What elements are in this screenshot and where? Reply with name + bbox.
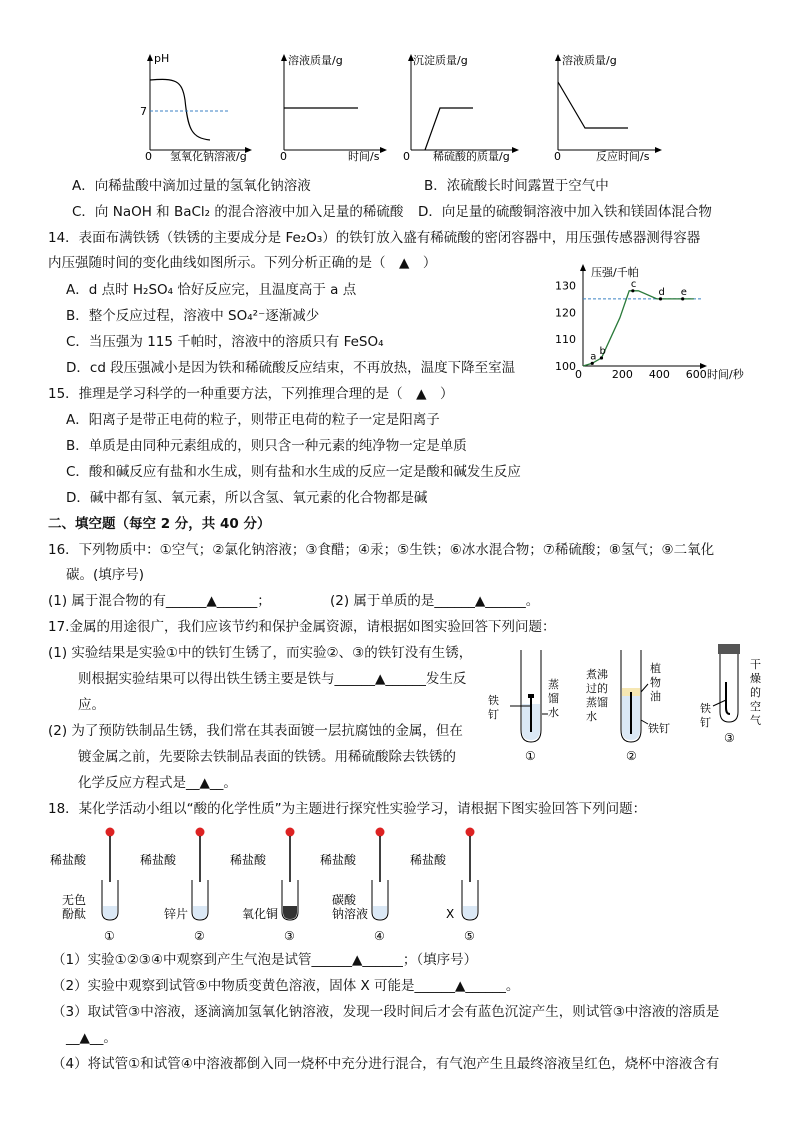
- q17-t3-air: 干: [750, 658, 761, 671]
- q14-option-a: A．d 点时 H₂SO₄ 恰好反应完，且温度高于 a 点: [66, 282, 357, 298]
- q13-option-b: B．浓硫酸长时间露置于空气中: [424, 178, 609, 194]
- q18-part-2: （2）实验中观察到试管⑤中物质变黄色溶液，固体 X 可能是______▲______。: [52, 978, 520, 994]
- q16-part-2: (2) 属于单质的是______▲______。: [330, 593, 540, 609]
- dropper-bulb: [466, 828, 475, 837]
- svg-text:空: 空: [750, 700, 761, 713]
- q15-option-b: B．单质是由同种元素组成的，则只含一种元素的纯净物一定是单质: [66, 438, 467, 454]
- q17-t3-num: ③: [724, 731, 735, 745]
- q18-acid-label: 稀盐酸: [50, 853, 87, 867]
- q14-pressure-chart: [553, 262, 763, 382]
- q18-content-label: X: [446, 907, 455, 921]
- q18-stem: 18．某化学活动小组以“酸的化学性质”为主题进行探究性实验学习，请根据下图实验回答下列问题：: [48, 801, 647, 817]
- svg-text:油: 油: [650, 690, 661, 703]
- tube-liquid: [373, 906, 387, 919]
- q18-tube-2: [140, 828, 208, 944]
- q14-stem-2: 内压强随时间的变化曲线如图所示。下列分析正确的是（ ▲ ）: [48, 255, 437, 271]
- graph-d-ylabel: 溶液质量/g: [562, 54, 617, 67]
- q15-stem: 15．推理是学习科学的一种重要方法，下列推理合理的是（ ▲ ）: [48, 386, 454, 402]
- q18-acid-label: 稀盐酸: [140, 853, 177, 867]
- q13-option-c: C．向 NaOH 和 BaCl₂ 的混合溶液中加入足量的稀硫酸: [72, 204, 404, 220]
- q18-part-1: （1）实验①②③④中观察到产生气泡是试管______▲______；（填序号）: [52, 952, 478, 968]
- q18-content-label: 锌片: [164, 907, 189, 921]
- q13-graph-d: [540, 50, 670, 165]
- q16-part-1: (1) 属于混合物的有______▲______；: [48, 593, 271, 609]
- dropper-bulb: [376, 828, 385, 837]
- q13-graph-a: [130, 50, 260, 165]
- q14-point-label: a: [590, 351, 597, 363]
- q14-ytick: 100: [555, 360, 576, 373]
- svg-text:的: 的: [750, 686, 761, 699]
- q14-xtick: 600: [685, 368, 707, 381]
- q13-graph-b: [268, 50, 398, 165]
- svg-text:物: 物: [650, 676, 661, 689]
- q16-stem-1: 16．下列物质中：①空气；②氯化钠溶液；③食醋；④汞；⑤生铁；⑥冰水混合物；⑦稀硫酸；⑧氢气；⑨二氧化: [48, 542, 715, 558]
- q17-part-1a: (1) 实验结果是实验①中的铁钉生锈了，而实验②、③的铁钉没有生锈，: [48, 645, 473, 661]
- q17-part-1c: 应。: [78, 697, 105, 713]
- svg-text:过的: 过的: [586, 682, 608, 695]
- graph-a-xlabel: 氢氧化钠溶液/g: [170, 150, 247, 163]
- graph-a-ylabel: pH: [154, 52, 170, 65]
- svg-text:水: 水: [548, 706, 559, 719]
- tube-liquid: [103, 906, 117, 919]
- q13-option-a: A．向稀盐酸中滴加过量的氢氧化钠溶液: [72, 178, 311, 194]
- q18-part-4: （4）将试管①和试管④中溶液都倒入同一烧杯中充分进行混合，有气泡产生且最终溶液呈红色，烧杯中溶液含有: [52, 1056, 720, 1072]
- q14-option-b: B．整个反应过程，溶液中 SO₄²⁻逐渐减少: [66, 308, 320, 324]
- q14-ytick: 110: [555, 333, 576, 347]
- q17-t2-oil: 植: [650, 662, 661, 675]
- q18-content-label-2: 酚酞: [62, 907, 87, 921]
- svg-text:蒸馏: 蒸馏: [586, 696, 608, 709]
- q14-xtick: 0: [575, 368, 582, 381]
- q14-ytick: 130: [555, 279, 576, 293]
- svg-text:气: 气: [750, 714, 761, 727]
- tube-liquid: [193, 906, 207, 919]
- q17-t1-num: ①: [525, 749, 536, 763]
- q13-option-d: D．向足量的硫酸铜溶液中加入铁和镁固体混合物: [418, 204, 712, 220]
- graph-b-origin: 0: [280, 150, 287, 163]
- q17-part-2b: 镀金属之前，先要除去铁制品表面的铁锈。用稀硫酸除去铁锈的: [78, 749, 456, 765]
- graph-c-ylabel: 沉淀质量/g: [413, 54, 468, 67]
- q16-stem-2: 碳。(填序号): [66, 567, 145, 583]
- q14-point-label: c: [630, 278, 637, 290]
- q17-stem: 17.金属的用途很广，我们应该节约和保护金属资源，请根据如图实验回答下列问题：: [48, 619, 556, 635]
- q14-chart-xlabel: 时间/秒: [707, 368, 744, 381]
- q18-tube-num: ①: [104, 929, 115, 943]
- q18-tube-num: ⑤: [464, 929, 475, 943]
- q14-option-d: D．cd 段压强减小是因为铁和稀硫酸反应结束，不再放热，温度下降至室温: [66, 360, 516, 376]
- q17-part-2c: 化学反应方程式是__▲__。: [78, 775, 237, 791]
- q15-option-a: A．阳离子是带正电荷的粒子，则带正电荷的粒子一定是阳离子: [66, 412, 440, 428]
- q15-option-d: D．碱中都有氢、氧元素，所以含氢、氧元素的化合物都是碱: [66, 490, 428, 506]
- q18-part-3b: __▲__。: [66, 1030, 117, 1046]
- q14-ytick: 120: [555, 306, 576, 320]
- q18-tube-num: ④: [374, 929, 385, 943]
- q15-option-c: C．酸和碱反应有盐和水生成，则有盐和水生成的反应一定是酸和碱发生反应: [66, 464, 521, 480]
- dropper-bulb: [196, 828, 205, 837]
- graph-a-ytick: 7: [140, 105, 147, 118]
- q17-tube-3: [713, 644, 740, 722]
- section-title: 二、填空题（每空 2 分，共 40 分）: [48, 516, 271, 532]
- q17-rust-experiment-figure: [488, 642, 778, 767]
- dropper-bulb: [106, 828, 115, 837]
- q17-tube-2: [621, 650, 648, 742]
- graph-b-xlabel: 时间/s: [348, 150, 380, 163]
- q18-acid-tubes-figure: [40, 822, 490, 947]
- q18-content-label: 碳酸: [332, 893, 357, 907]
- q13-graph-c: [395, 50, 530, 165]
- graph-d-xlabel: 反应时间/s: [596, 150, 650, 163]
- q18-tube-3: [230, 828, 298, 944]
- q14-xtick: 400: [648, 368, 670, 381]
- q14-stem-1: 14．表面布满铁锈（铁锈的主要成分是 Fe₂O₃）的铁钉放入盛有稀硫酸的密闭容器中，用压强传感器测得容器: [48, 230, 701, 246]
- q18-tube-num: ②: [194, 929, 205, 943]
- q14-chart-ylabel: 压强/千帕: [591, 266, 639, 279]
- q18-tube-4: [320, 828, 388, 944]
- q18-tube-5: [410, 828, 478, 944]
- q17-t1-nail: 铁: [488, 694, 499, 707]
- graph-d-origin: 0: [554, 150, 561, 163]
- graph-c-xlabel: 稀硫酸的质量/g: [433, 150, 510, 163]
- q18-acid-label: 稀盐酸: [230, 853, 267, 867]
- svg-text:燥: 燥: [750, 672, 761, 685]
- q17-part-2a: (2) 为了预防铁制品生锈，我们常在其表面镀一层抗腐蚀的金属，但在: [48, 723, 463, 739]
- tube-liquid: [463, 906, 477, 919]
- q18-acid-label: 稀盐酸: [410, 853, 447, 867]
- q14-point-label: d: [658, 286, 665, 298]
- q18-part-3a: （3）取试管③中溶液，逐滴滴加氢氧化钠溶液，发现一段时间后才会有蓝色沉淀产生，则试管③中溶液的溶质是: [52, 1004, 720, 1020]
- q14-point-label: b: [599, 345, 606, 357]
- graph-c-origin: 0: [403, 150, 410, 163]
- graph-b-ylabel: 溶液质量/g: [288, 54, 343, 67]
- dropper-bulb: [286, 828, 295, 837]
- q18-content-label-2: 钠溶液: [332, 907, 369, 921]
- q18-content-label: 氧化铜: [242, 907, 279, 921]
- graph-a-origin: 0: [145, 150, 152, 163]
- q17-t2-nail: 铁钉: [648, 722, 670, 735]
- q17-part-1b: 则根据实验结果可以得出铁生锈主要是铁与______▲______发生反: [78, 671, 467, 687]
- q14-xtick: 200: [611, 368, 633, 381]
- svg-text:馏: 馏: [548, 692, 559, 705]
- q17-t3-nail: 铁: [700, 702, 711, 715]
- svg-text:水: 水: [586, 710, 597, 723]
- svg-text:钉: 钉: [488, 708, 499, 721]
- q17-t2-num: ②: [626, 749, 637, 763]
- tube-liquid: [283, 906, 297, 919]
- q18-content-label: 无色: [62, 893, 87, 907]
- svg-text:钉: 钉: [700, 716, 711, 729]
- q18-tube-num: ③: [284, 929, 295, 943]
- q14-option-c: C．当压强为 115 千帕时，溶液中的溶质只有 FeSO₄: [66, 334, 384, 350]
- q14-point-label: e: [680, 286, 687, 298]
- q18-acid-label: 稀盐酸: [320, 853, 357, 867]
- q17-tube-1: [510, 650, 548, 742]
- q18-tube-1: [50, 828, 118, 944]
- q17-t1-water: 蒸: [548, 678, 559, 691]
- q17-t2-water: 煮沸: [586, 668, 608, 681]
